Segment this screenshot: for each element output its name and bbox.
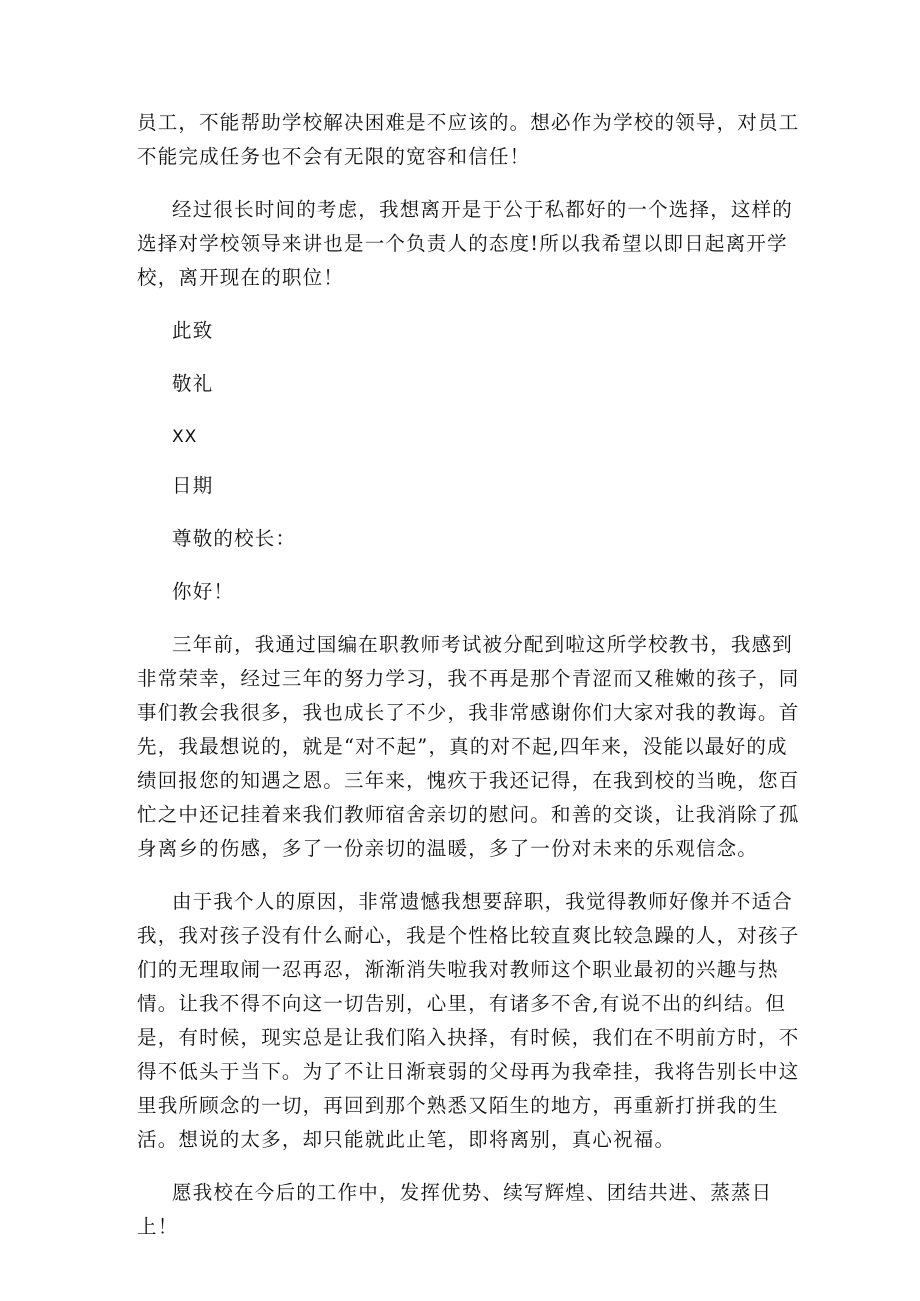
- paragraph-line: 不能完成任务也不会有无限的宽容和信任！: [137, 145, 531, 168]
- paragraph-line: 经过很长时间的考虑，我想离开是于公于私都好的一个选择，这样的: [172, 198, 794, 221]
- paragraph-line: 得不低头于当下。为了不让日渐衰弱的父母再为我牵挂，我将告别长中这: [137, 1060, 800, 1083]
- signature: XX: [172, 427, 198, 447]
- paragraph-line: 先，我最想说的，就是“对不起”，真的对不起,四年来，没能以最好的成: [137, 735, 788, 758]
- wish-paragraph: [137, 1176, 787, 1244]
- intro-paragraph: [137, 106, 800, 174]
- gratitude-paragraph: [137, 628, 800, 866]
- paragraph-line: 校，离开现在的职位！: [137, 266, 345, 289]
- paragraph-line: 事们教会我很多，我也成长了不少，我非常感谢你们大家对我的教诲。首: [137, 701, 800, 724]
- paragraph-line: 愿我校在今后的工作中，发挥优势、续写辉煌、团结共进、蒸蒸日: [172, 1181, 773, 1204]
- letter-body: [137, 106, 800, 1263]
- decision-paragraph: [137, 193, 794, 295]
- hello-line: 你好！: [172, 580, 235, 603]
- paragraph-line: 我，我对孩子没有什么耐心，我是个性格比较直爽比较急躁的人，对孩子: [137, 924, 800, 947]
- paragraph-line: 上！: [137, 1215, 179, 1238]
- date-line: 日期: [172, 474, 214, 497]
- paragraph-line: 非常荣幸，经过三年的努力学习，我不再是那个青涩而又稚嫩的孩子，同: [137, 667, 800, 690]
- paragraph-line: 选择对学校领导来讲也是一个负责人的态度!所以我希望以即日起离开学: [137, 232, 788, 255]
- paragraph-line: 由于我个人的原因，非常遗憾我想要辞职，我觉得教师好像并不适合: [172, 890, 794, 913]
- paragraph-line: 活。想说的太多，却只能就此止笔，即将离别，真心祝福。: [137, 1128, 676, 1151]
- paragraph-line: 情。让我不得不向这一切告别，心里，有诸多不舍,有说不出的纠结。但: [137, 992, 787, 1015]
- paragraph-line: 们的无理取闹一忍再忍，渐渐消失啦我对教师这个职业最初的兴趣与热: [137, 958, 779, 981]
- paragraph-line: 身离乡的伤感，多了一份亲切的温暖，多了一份对未来的乐观信念。: [137, 837, 759, 860]
- paragraph-line: 是，有时候，现实总是让我们陷入抉择，有时候，我们在不明前方时，不: [137, 1026, 800, 1049]
- paragraph-line: 里我所顾念的一切，再回到那个熟悉又陌生的地方，再重新打拼我的生: [137, 1094, 779, 1117]
- paragraph-line: 三年前，我通过国编在职教师考试被分配到啦这所学校教书，我感到: [172, 633, 794, 656]
- paragraph-line: 忙之中还记挂着来我们教师宿舍亲切的慰问。和善的交谈，让我消除了孤: [137, 803, 800, 826]
- paragraph-line: 绩回报您的知遇之恩。三年来，愧疚于我还记得，在我到校的当晚，您百: [137, 769, 800, 792]
- closing-phrase: 此致: [172, 319, 214, 342]
- reason-paragraph: [137, 885, 800, 1157]
- greeting: 尊敬的校长：: [172, 527, 297, 550]
- paragraph-line: 员工，不能帮助学校解决困难是不应该的。想必作为学校的领导，对员工: [137, 111, 800, 134]
- salutation: 敬礼: [172, 372, 214, 395]
